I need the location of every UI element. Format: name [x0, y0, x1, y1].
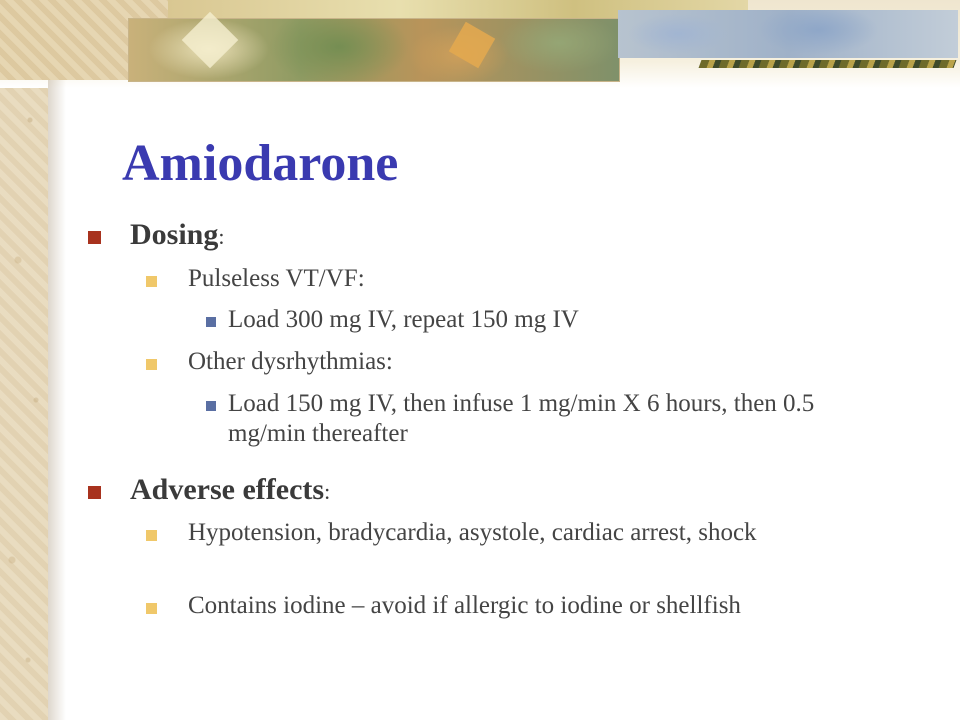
- list-item: Contains iodine – avoid if allergic to iodine or shellfish: [188, 592, 741, 619]
- header-banner: [0, 0, 960, 88]
- heading-colon: :: [324, 479, 331, 504]
- heading-text: Dosing: [130, 218, 219, 251]
- bullet-square-icon: [146, 530, 157, 541]
- list-subitem: Load 150 mg IV, then infuse 1 mg/min X 6 hours, then 0.5 mg/min thereafter: [228, 390, 815, 447]
- heading-colon: :: [218, 224, 225, 249]
- heading-text: Adverse effects: [130, 473, 325, 506]
- banner-stripe: [699, 60, 957, 68]
- list-subitem: Load 300 mg IV, repeat 150 mg IV: [228, 306, 579, 333]
- bullet-square-icon: [206, 317, 216, 327]
- panel-shadow: [48, 80, 66, 720]
- list-item: Pulseless VT/VF:: [188, 265, 365, 292]
- bullet-square-icon: [146, 603, 157, 614]
- left-decorative-strip: [0, 0, 48, 720]
- bullet-square-icon: [146, 276, 157, 287]
- section-heading-dosing: [130, 218, 224, 252]
- slide-title: Amiodarone: [122, 135, 399, 192]
- bullet-square-icon: [146, 359, 157, 370]
- bullet-square-icon: [88, 486, 101, 499]
- bullet-square-icon: [88, 231, 101, 244]
- section-heading-adverse-effects: [130, 473, 330, 507]
- banner-blue-collage: [618, 10, 958, 58]
- list-item: Other dysrhythmias:: [188, 348, 393, 375]
- bullet-square-icon: [206, 401, 216, 411]
- list-item: Hypotension, bradycardia, asystole, cardiac arrest, shock: [188, 519, 757, 546]
